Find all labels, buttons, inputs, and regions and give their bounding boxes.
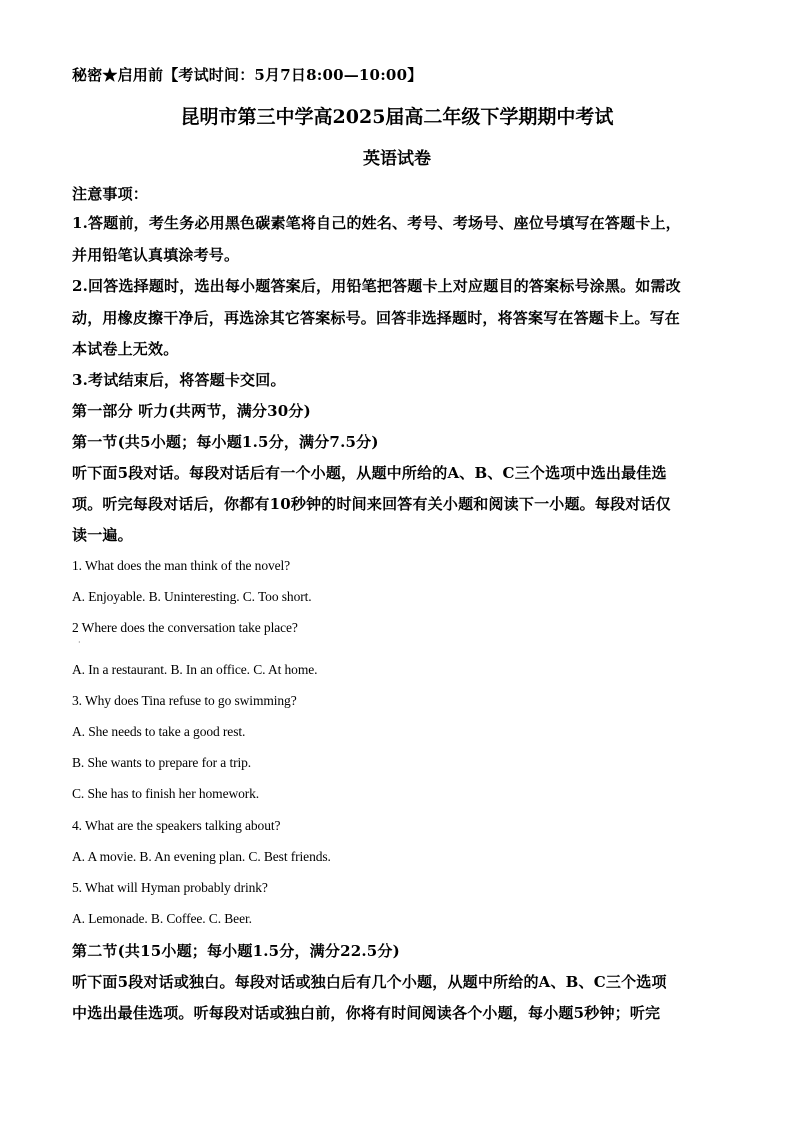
section1-intro-line-1: 听下面5段对话。每段对话后有一个小题，从题中所给的A、B、C三个选项中选出最佳选 — [72, 464, 667, 482]
exam-subtitle: 英语试卷 — [363, 149, 431, 169]
note-2-line-2: 动，用橡皮擦干净后，再选涂其它答案标号。回答非选择题时，将答案写在答题卡上。写在 — [72, 309, 681, 327]
question-1: 1. What does the man think of the novel? — [72, 558, 291, 573]
question-4: 4. What are the speakers talking about? — [72, 818, 281, 833]
section1-intro-line-2: 项。听完每段对话后，你都有10秒钟的时间来回答有关小题和阅读下一小题。每段对话仅 — [72, 495, 671, 513]
note-1-line-2: 并用铅笔认真填涂考号。 — [72, 246, 240, 264]
question-3: 3. Why does Tina refuse to go swimming? — [72, 693, 297, 708]
question-5-options: A. Lemonade. B. Coffee. C. Beer. — [72, 911, 252, 926]
section1-intro-line-3: 读一遍。 — [72, 526, 133, 544]
confidential-line: 秘密★启用前【考试时间：5月7日8:00—10:00】 — [72, 66, 423, 84]
notes-heading: 注意事项： — [72, 185, 149, 203]
question-3-option-a: A. She needs to take a good rest. — [72, 724, 246, 739]
section2-intro-line-1: 听下面5段对话或独白。每段对话或独白后有几个小题，从题中所给的A、B、C三个选项 — [72, 973, 667, 991]
note-2-line-1: 2.回答选择题时，选出每小题答案后，用铅笔把答题卡上对应题目的答案标号涂黑。如需改 — [72, 277, 681, 295]
note-1-line-1: 1.答题前，考生务必用黑色碳素笔将自己的姓名、考号、考场号、座位号填写在答题卡上， — [72, 214, 681, 232]
stray-mark: · — [78, 638, 81, 647]
question-3-option-c: C. She has to finish her homework. — [72, 786, 260, 801]
section2-heading: 第二节(共15小题；每小题1.5分，满分22.5分) — [72, 942, 400, 960]
question-4-options: A. A movie. B. An evening plan. C. Best friends. — [72, 849, 331, 864]
part1-heading: 第一部分 听力(共两节，满分30分) — [72, 402, 311, 420]
section2-intro-line-2: 中选出最佳选项。听每段对话或独白前，你将有时间阅读各个小题，每小题5秒钟；听完 — [72, 1004, 661, 1022]
exam-title: 昆明市第三中学高2025届高二年级下学期期中考试 — [180, 106, 614, 128]
question-3-option-b: B. She wants to prepare for a trip. — [72, 755, 252, 770]
question-1-options: A. Enjoyable. B. Uninteresting. C. Too short. — [72, 589, 312, 604]
section1-heading: 第一节(共5小题；每小题1.5分，满分7.5分) — [72, 433, 379, 451]
note-2-line-3: 本试卷上无效。 — [72, 340, 179, 358]
question-2: 2 Where does the conversation take place? — [72, 620, 298, 635]
note-3-line-1: 3.考试结束后，将答题卡交回。 — [72, 371, 286, 389]
question-2-options: A. In a restaurant. B. In an office. C. At home. — [72, 662, 318, 677]
question-5: 5. What will Hyman probably drink? — [72, 880, 268, 895]
